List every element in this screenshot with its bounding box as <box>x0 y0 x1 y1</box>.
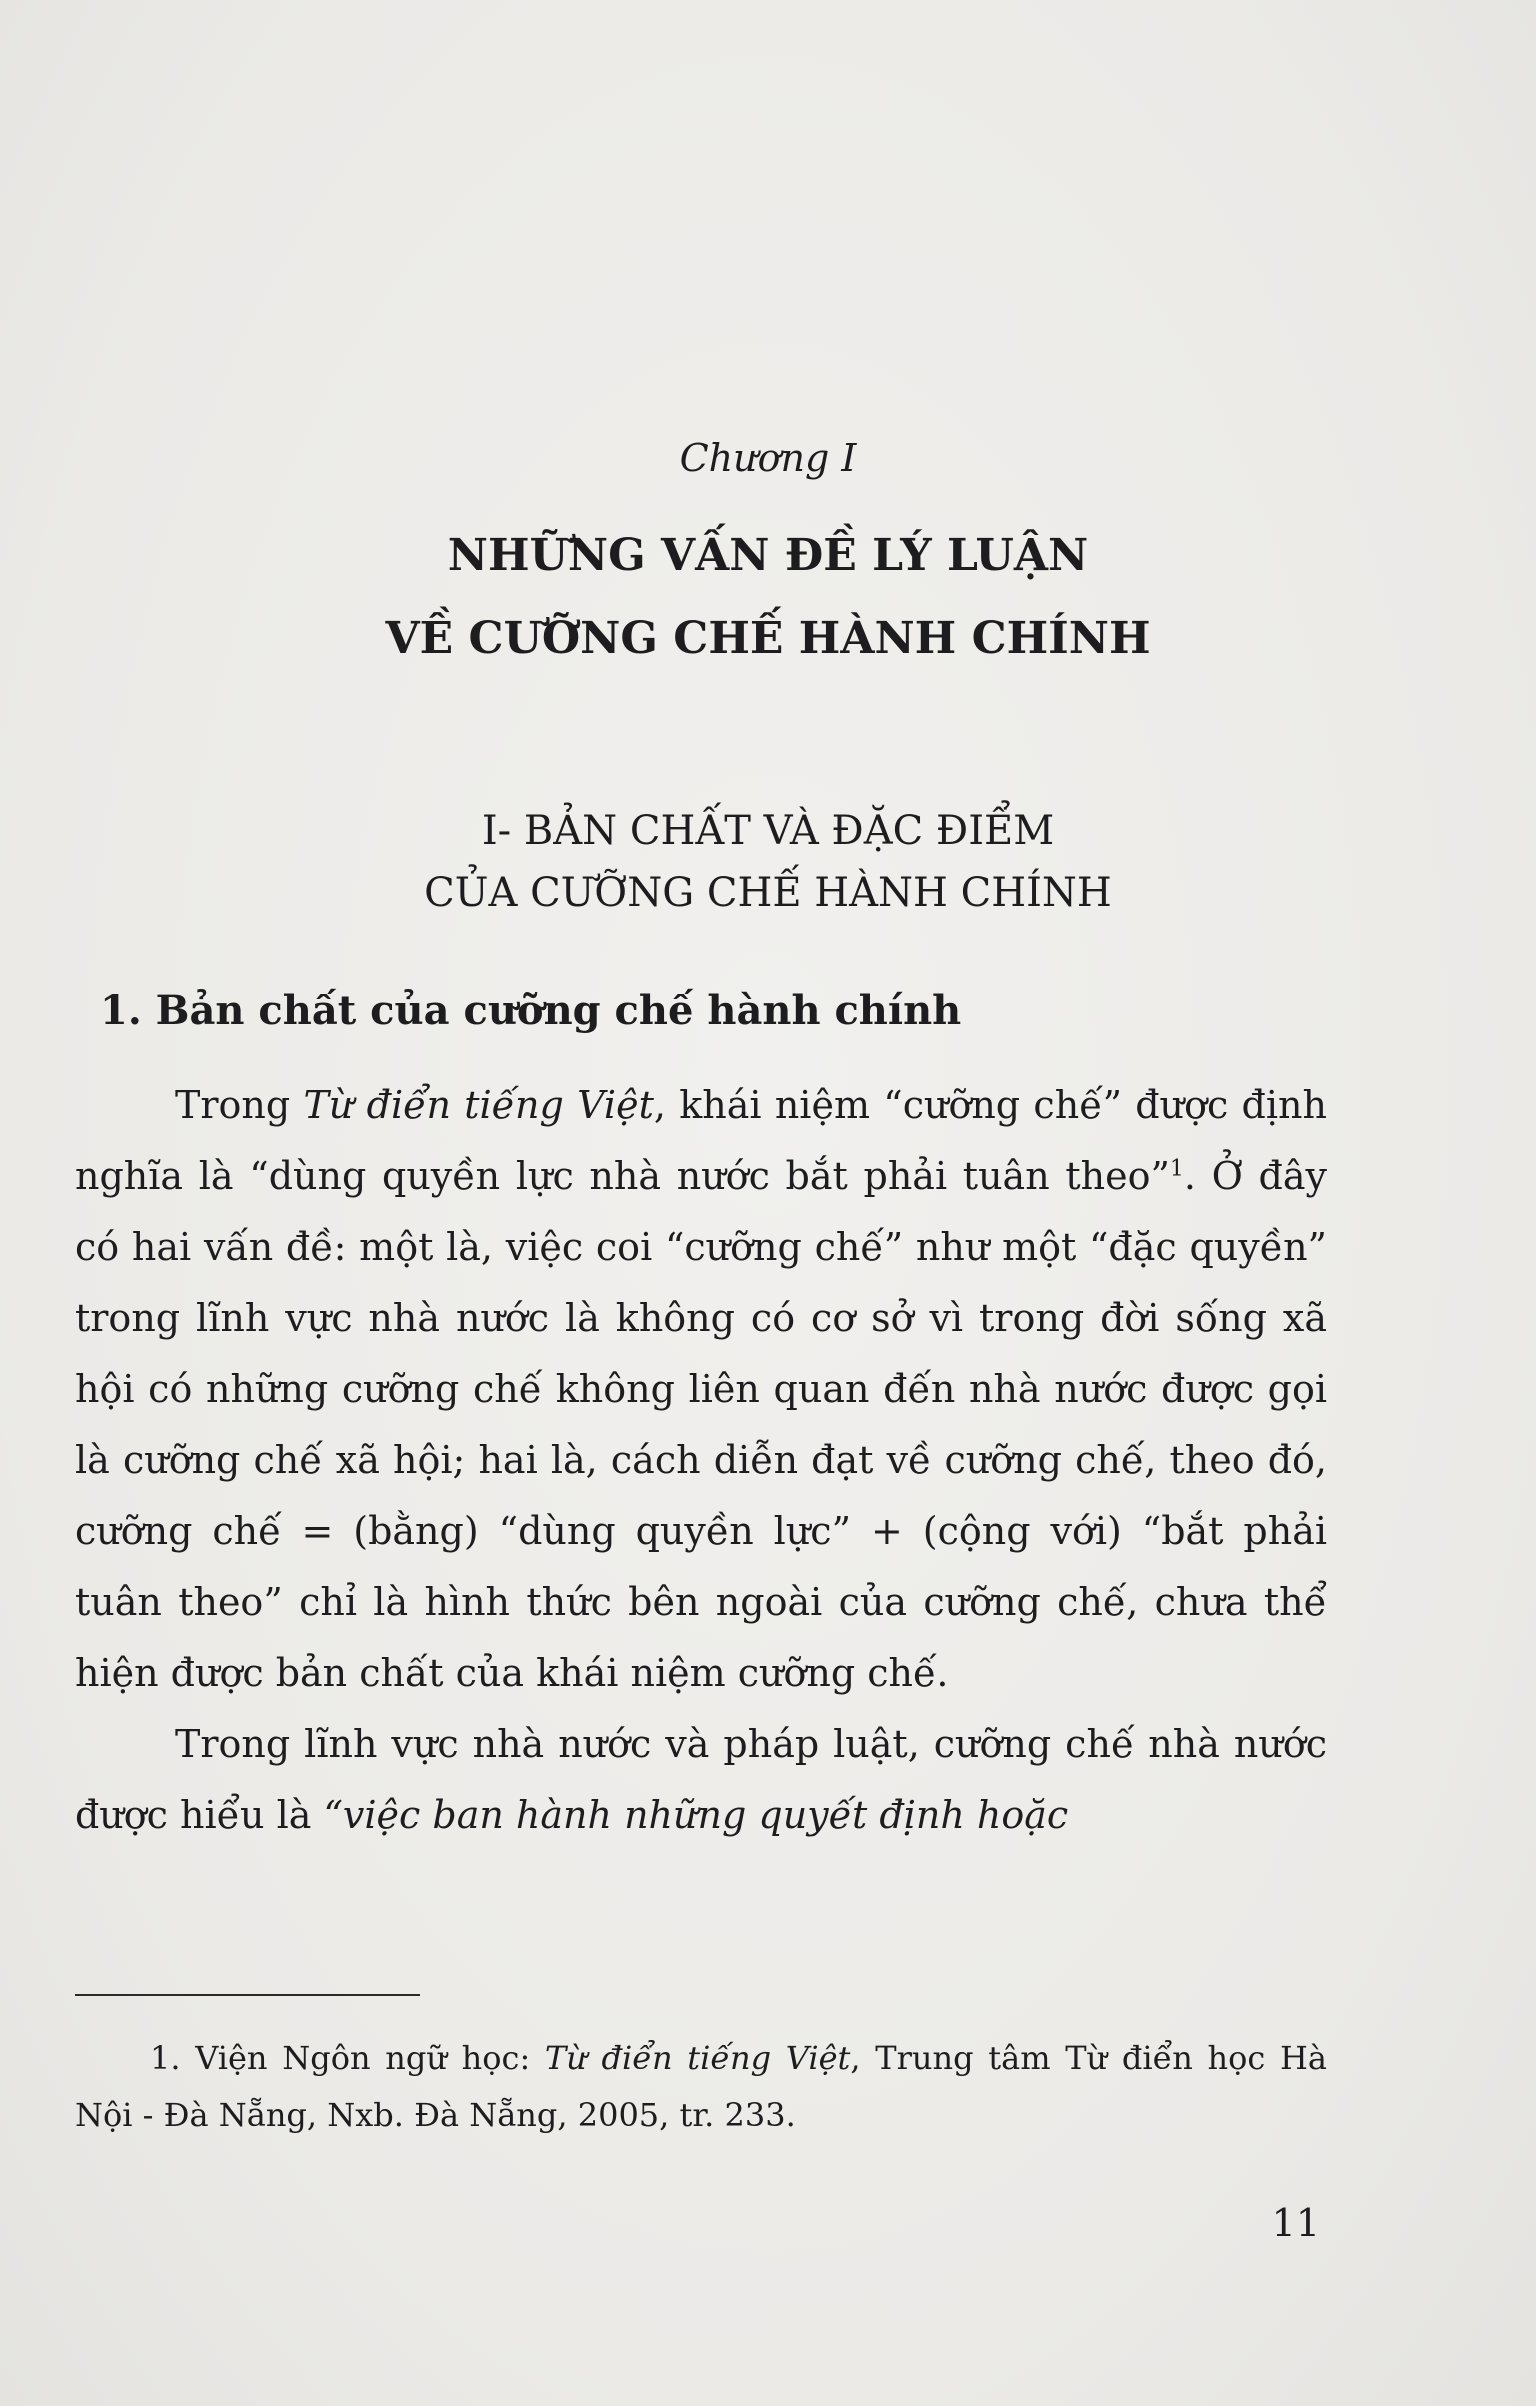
footnote-book-title: Từ điển tiếng Việt <box>544 2039 851 2077</box>
paragraph-1-middle: , khái niệm “cưỡng chế” được định nghĩa là “dùng quyền lực nhà nước bắt phải tuân theo” <box>75 1083 1327 1198</box>
chapter-title-line-2: VỀ CƯỠNG CHẾ HÀNH CHÍNH <box>385 613 1151 664</box>
section-heading-line-1: I- BẢN CHẤT VÀ ĐẶC ĐIỂM <box>481 808 1055 854</box>
page-number: 11 <box>1271 2201 1320 2245</box>
footnote-start: 1. Viện Ngôn ngữ học: <box>150 2039 545 2077</box>
footnote <box>75 2030 1327 2144</box>
chapter-title-line-1: NHỮNG VẤN ĐỀ LÝ LUẬN <box>447 530 1089 581</box>
paragraph-1-end: . Ở đây có hai vấn đề: một là, việc coi “cưỡng chế” như một “đặc quyền” trong lĩnh vực nhà nước là không có cơ sở vì trong đời sống xã hội có những cưỡng chế không liên quan đến nhà nước được gọi là cưỡng chế xã hội; hai là, cách diễn đạt về cưỡng chế, theo đó, cưỡng chế = (bằng) “dùng quyền lực” + (cộng với) “bắt phải tuân theo” chỉ là hình thức bên ngoài của cưỡng chế, chưa thể hiện được bản chất của khái niệm cưỡng chế. <box>75 1154 1328 1695</box>
paragraph-2-start: Trong lĩnh vực nhà nước và pháp luật, cưỡng chế nhà nước được hiểu là <box>75 1722 1327 1837</box>
body-text <box>75 1070 1327 1851</box>
paragraph-2-quote: “việc ban hành những quyết định hoặc <box>323 1793 1069 1837</box>
section-heading <box>0 800 1536 924</box>
footnote-end: , Trung tâm Từ điển học Hà Nội - Đà Nẵng, Nxb. Đà Nẵng, 2005, tr. 233. <box>75 2039 1328 2134</box>
chapter-label: Chương I <box>679 436 857 480</box>
footnote-divider <box>75 1994 420 1996</box>
footnote-ref: 1 <box>1169 1156 1184 1182</box>
paragraph-2 <box>75 1709 1327 1851</box>
subsection-title: 1. Bản chất của cưỡng chế hành chính <box>100 987 962 1034</box>
section-heading-line-2: CỦA CƯỠNG CHẾ HÀNH CHÍNH <box>424 870 1112 916</box>
footnote-1 <box>75 2030 1327 2144</box>
chapter-title <box>0 514 1536 680</box>
paragraph-1-start: Trong <box>175 1083 304 1127</box>
dictionary-title: Từ điển tiếng Việt <box>303 1083 654 1127</box>
paragraph-1 <box>75 1070 1327 1709</box>
